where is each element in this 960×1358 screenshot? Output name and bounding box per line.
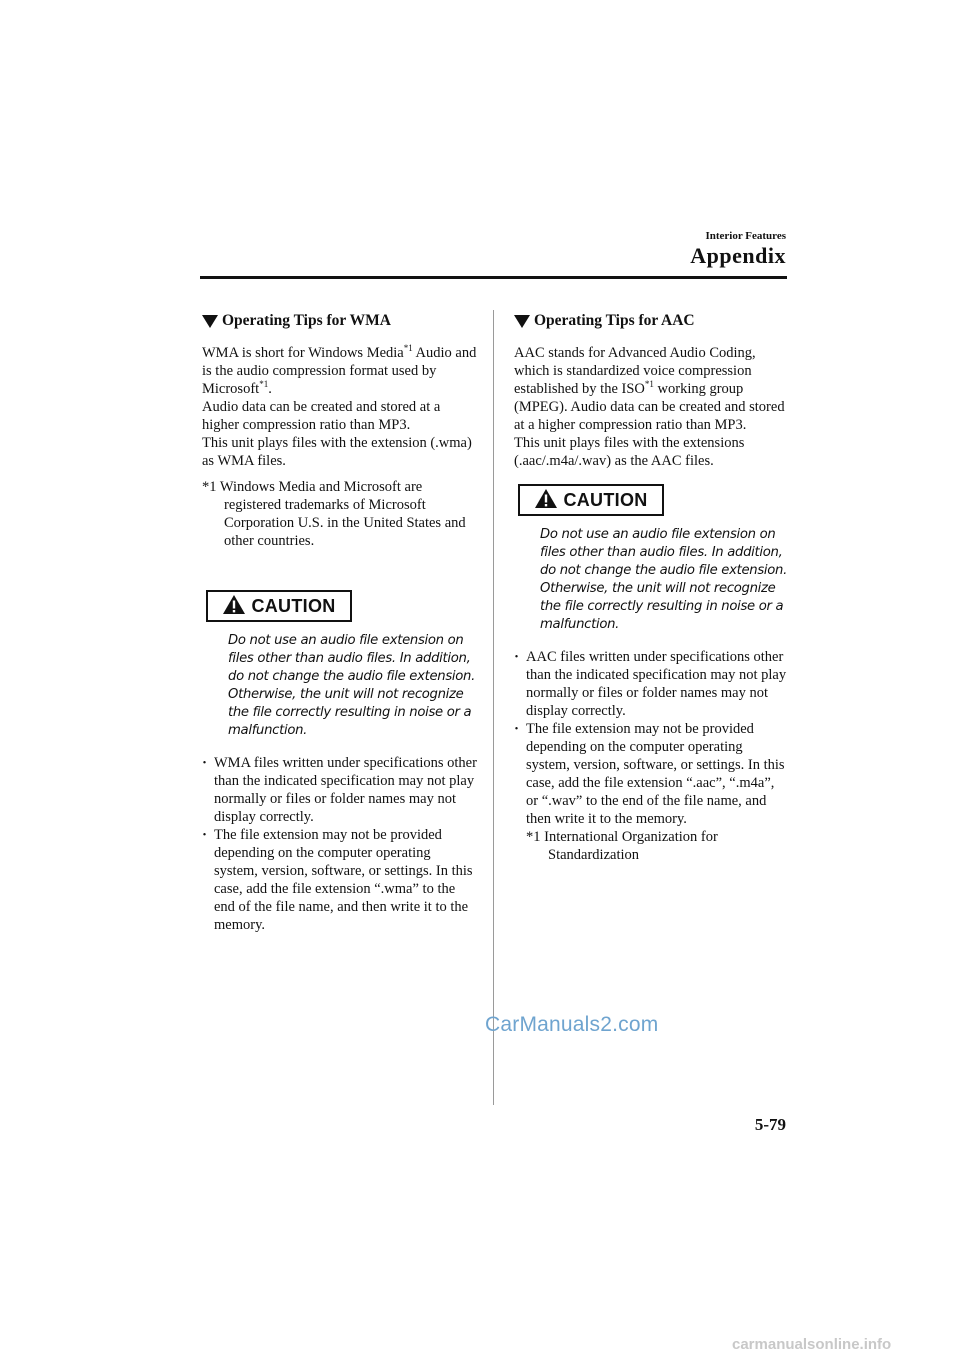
warning-triangle-icon xyxy=(222,594,246,618)
page-number: 5-79 xyxy=(754,1115,786,1134)
aac-footnote: *1 International Organization for Standardization xyxy=(526,829,718,863)
header-rule xyxy=(200,276,787,279)
wma-intro-part3: . xyxy=(268,381,272,397)
wma-para-compression: Audio data can be created and stored at a higher compression ratio than MP3. xyxy=(202,399,441,433)
caution-text: Do not use an audio file extension on files other than audio files. In addition, do not change the audio file extension. Otherwise, the unit will not recognize the file correctly resulting in noise or a malfunction. xyxy=(540,527,788,632)
watermark-carmanualsonline: carmanualsonline.info xyxy=(732,1336,892,1353)
footnote-ref: *1 xyxy=(644,379,654,389)
list-item: ・ The file extension may not be provided depending on the computer operating system, version, software, or settings. In this case, add the file extension “.aac”, “.m4a”, or “.wav” to the end of the file name, and then write it to the memory. xyxy=(514,720,789,828)
caution-text: Do not use an audio file extension on files other than audio files. In addition, do not change the audio file extension. Otherwise, the unit will not recognize the file correctly resulting in noise or a malfunction. xyxy=(228,633,476,738)
footnote-ref: *1 xyxy=(403,343,413,353)
caution-label-box xyxy=(206,590,352,622)
triangle-marker-icon xyxy=(514,315,530,328)
list-item: ・ AAC files written under specifications other than the indicated specification may not play normally or files or folder names may not display correctly. xyxy=(514,648,789,720)
wma-intro-part1: WMA is short for Windows Media xyxy=(202,345,404,361)
left-column xyxy=(202,312,477,934)
wma-intro-part2: Audio and is the audio compression format used by Microsoft xyxy=(202,345,477,397)
caution-label: CAUTION xyxy=(563,490,648,510)
wma-heading-text: Operating Tips for WMA xyxy=(222,312,391,329)
wma-heading xyxy=(202,312,477,330)
footnote-ref: *1 xyxy=(259,379,269,389)
triangle-marker-icon xyxy=(202,315,218,328)
wma-bullet-list xyxy=(202,754,477,934)
chapter-title: Appendix xyxy=(690,243,786,268)
warning-triangle-icon xyxy=(534,488,558,512)
aac-para-extension: This unit plays files with the extensions (.aac/.m4a/.wav) as the AAC files. xyxy=(514,435,745,469)
watermark-carmanuals2: CarManuals2.com xyxy=(485,1013,659,1036)
list-item: ・ The file extension may not be provided depending on the computer operating system, version, software, or settings. In this case, add the file extension “.wma” to the end of the file name, and then write it to the memory. xyxy=(202,826,477,934)
aac-intro-part2: working group (MPEG). Audio data can be created and stored at a higher compression ratio than MP3. xyxy=(514,381,785,433)
aac-heading xyxy=(514,312,789,330)
right-column xyxy=(514,312,789,870)
aac-intro-part1: AAC stands for Advanced Audio Coding, which is standardized voice compression established by the ISO xyxy=(514,345,756,397)
wma-footnote: *1 Windows Media and Microsoft are registered trademarks of Microsoft Corporation U.S. in the United States and other countries. xyxy=(202,479,466,549)
list-item: ・ WMA files written under specifications other than the indicated specification may not play normally or files or folder names may not display correctly. xyxy=(202,754,477,826)
wma-para-extension: This unit plays files with the extension (.wma) as WMA files. xyxy=(202,435,472,469)
caution-label: CAUTION xyxy=(251,596,336,616)
caution-label-box xyxy=(518,484,664,516)
aac-bullet-list xyxy=(514,648,789,828)
section-label: Interior Features xyxy=(705,230,786,242)
column-divider xyxy=(493,310,494,1105)
wma-intro xyxy=(202,344,477,398)
aac-intro xyxy=(514,344,789,434)
aac-heading-text: Operating Tips for AAC xyxy=(534,312,695,329)
